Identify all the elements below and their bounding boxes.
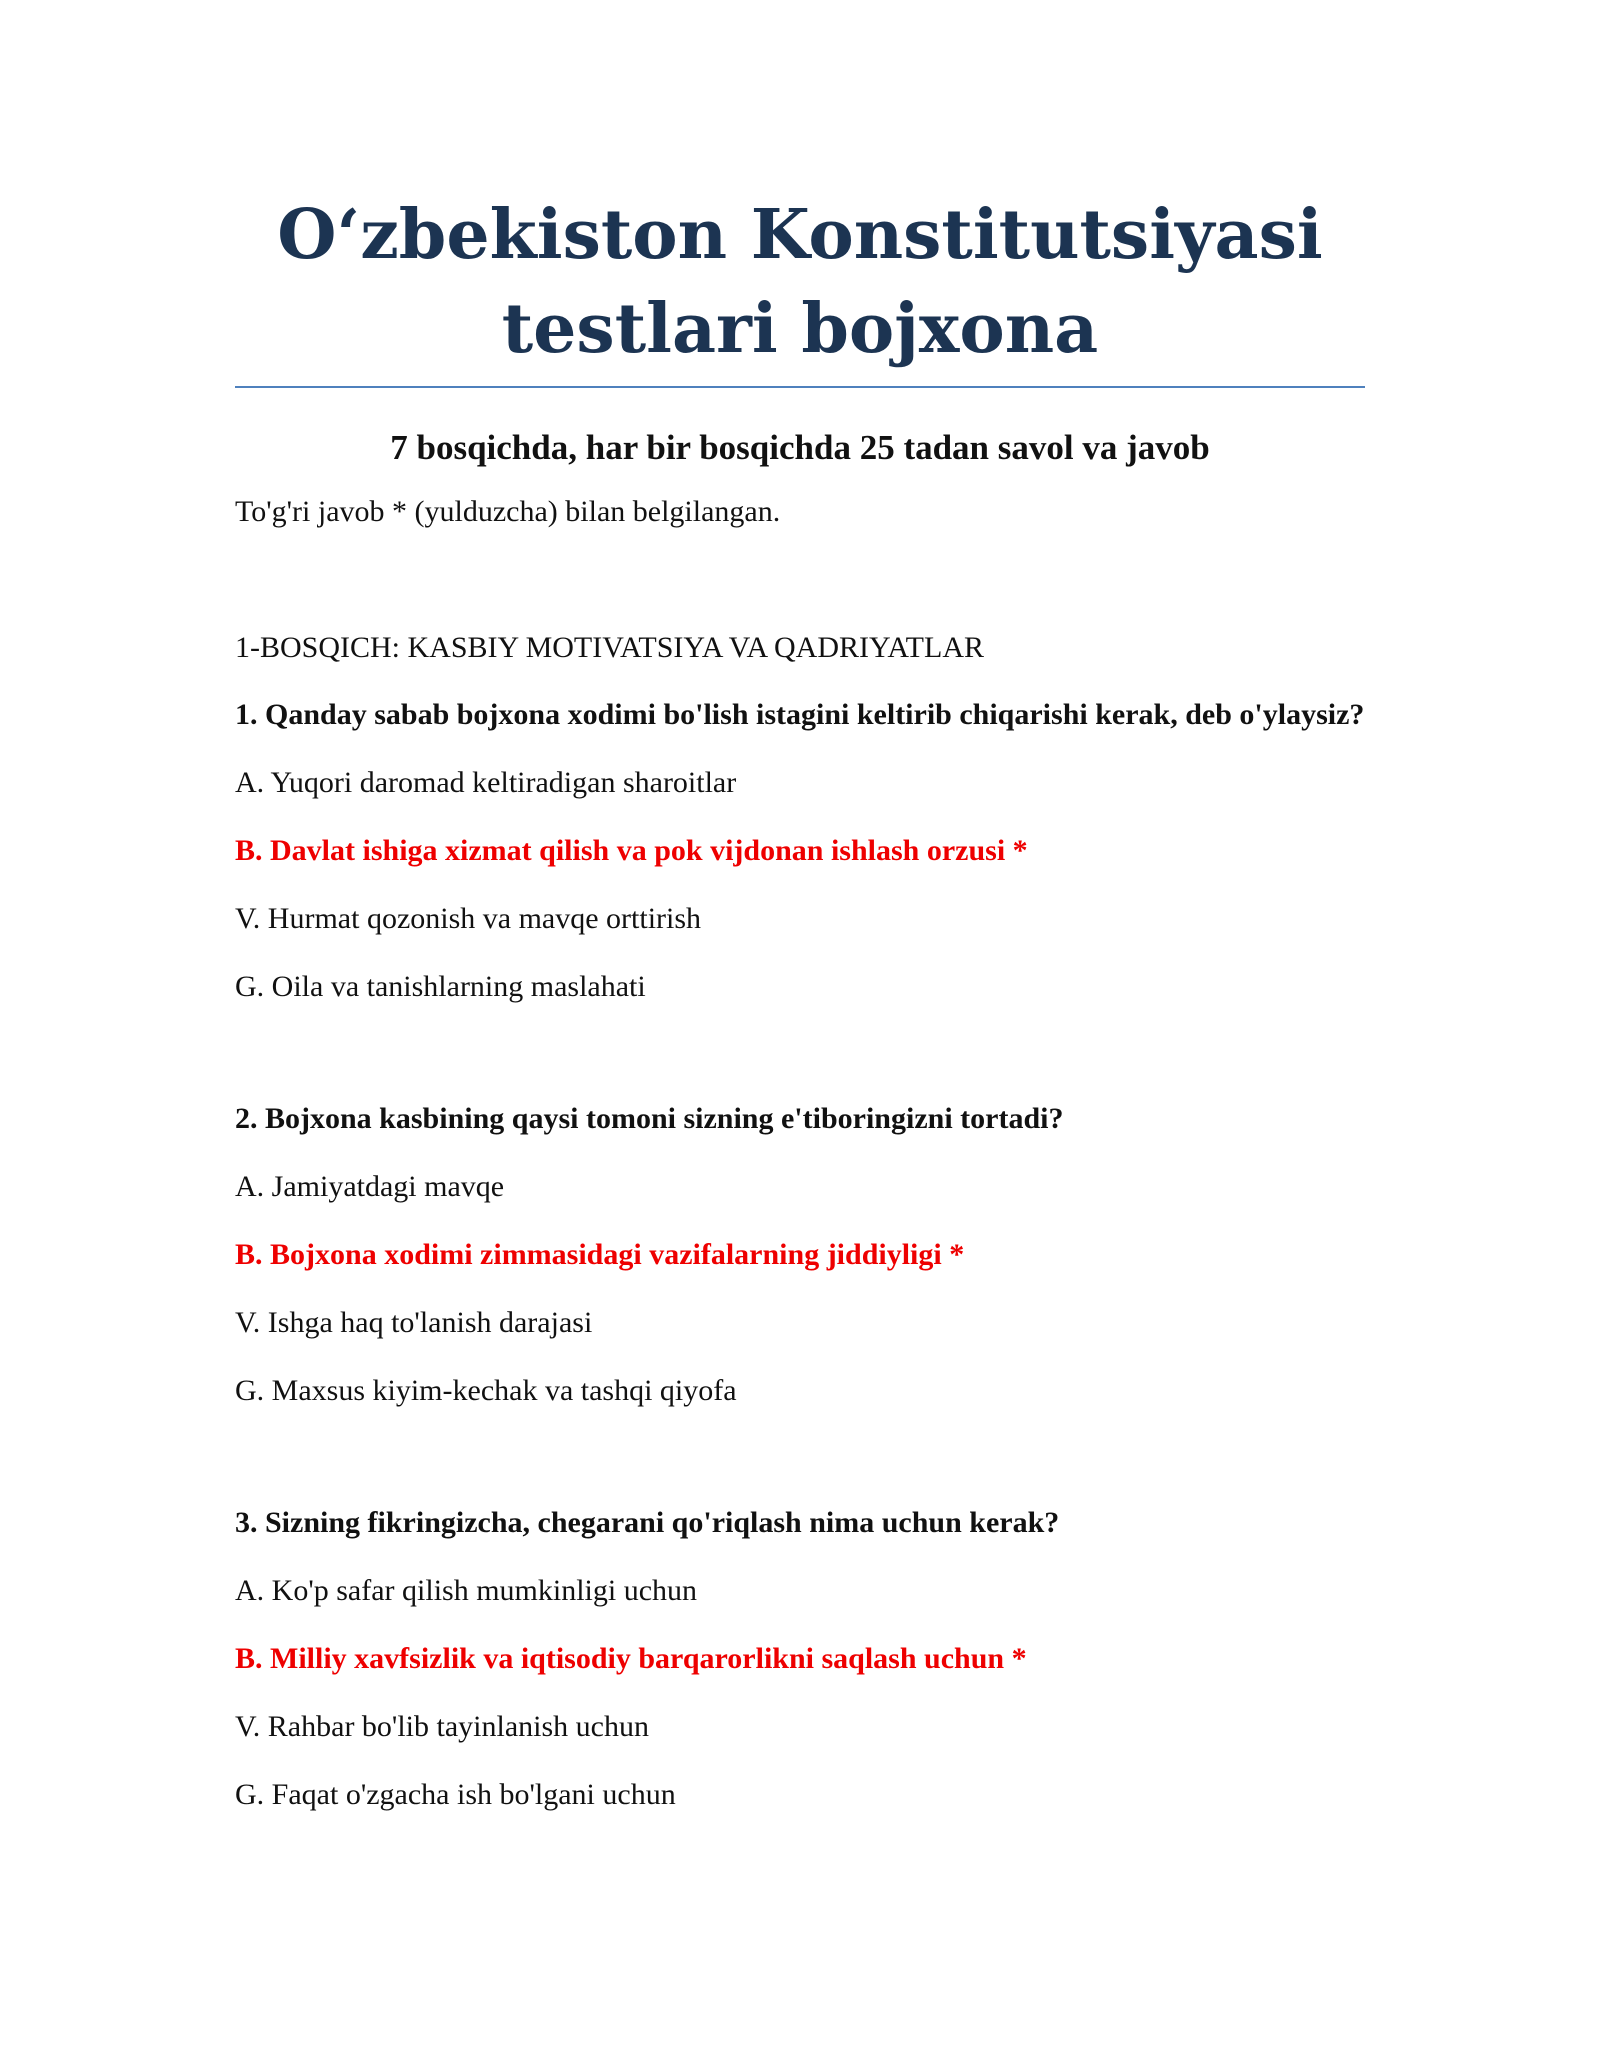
option-a: A. Yuqori daromad keltiradigan sharoitlar: [235, 766, 737, 799]
option-g: G. Maxsus kiyim-kechak va tashqi qiyofa: [235, 1374, 737, 1407]
question-block-1: [235, 694, 1365, 1008]
option-b-correct: B. Bojxona xodimi zimmasidagi vazifalarning jiddiyligi *: [235, 1238, 965, 1271]
answer-key-note: To'g'ri javob * (yulduzcha) bilan belgilangan.: [235, 495, 781, 528]
question-text: 2. Bojxona kasbining qaysi tomoni sizning e'tiboringizni tortadi?: [235, 1102, 1064, 1135]
document-subtitle: 7 bosqichda, har bir bosqichda 25 tadan savol va javob: [390, 428, 1210, 467]
option-v: V. Hurmat qozonish va mavqe orttirish: [235, 902, 702, 935]
question-text: 3. Sizning fikringizcha, chegarani qo'riqlash nima uchun kerak?: [235, 1506, 1060, 1539]
stage-heading: 1-BOSQICH: KASBIY MOTIVATSIYA VA QADRIYATLAR: [235, 631, 984, 664]
question-block-2: [235, 1098, 1365, 1412]
option-b-correct: B. Milliy xavfsizlik va iqtisodiy barqarorlikni saqlash uchun *: [235, 1642, 1027, 1675]
title-line-1: O‘zbekiston Konstitutsiyasi: [277, 195, 1323, 275]
option-a: A. Jamiyatdagi mavqe: [235, 1170, 505, 1203]
question-block-3: [235, 1502, 1365, 1816]
option-g: G. Faqat o'zgacha ish bo'lgani uchun: [235, 1778, 676, 1811]
option-b-correct: B. Davlat ishiga xizmat qilish va pok vijdonan ishlash orzusi *: [235, 834, 1028, 867]
document-page: [235, 0, 1365, 2070]
option-g: G. Oila va tanishlarning maslahati: [235, 970, 646, 1003]
question-text: 1. Qanday sabab bojxona xodimi bo'lish istagini keltirib chiqarishi kerak, deb o'ylaysiz?: [235, 698, 1365, 731]
option-v: V. Ishga haq to'lanish darajasi: [235, 1306, 593, 1339]
document-title: [235, 0, 1365, 376]
title-line-2: testlari bojxona: [501, 289, 1099, 369]
option-v: V. Rahbar bo'lib tayinlanish uchun: [235, 1710, 649, 1743]
option-a: A. Ko'p safar qilish mumkinligi uchun: [235, 1574, 698, 1607]
